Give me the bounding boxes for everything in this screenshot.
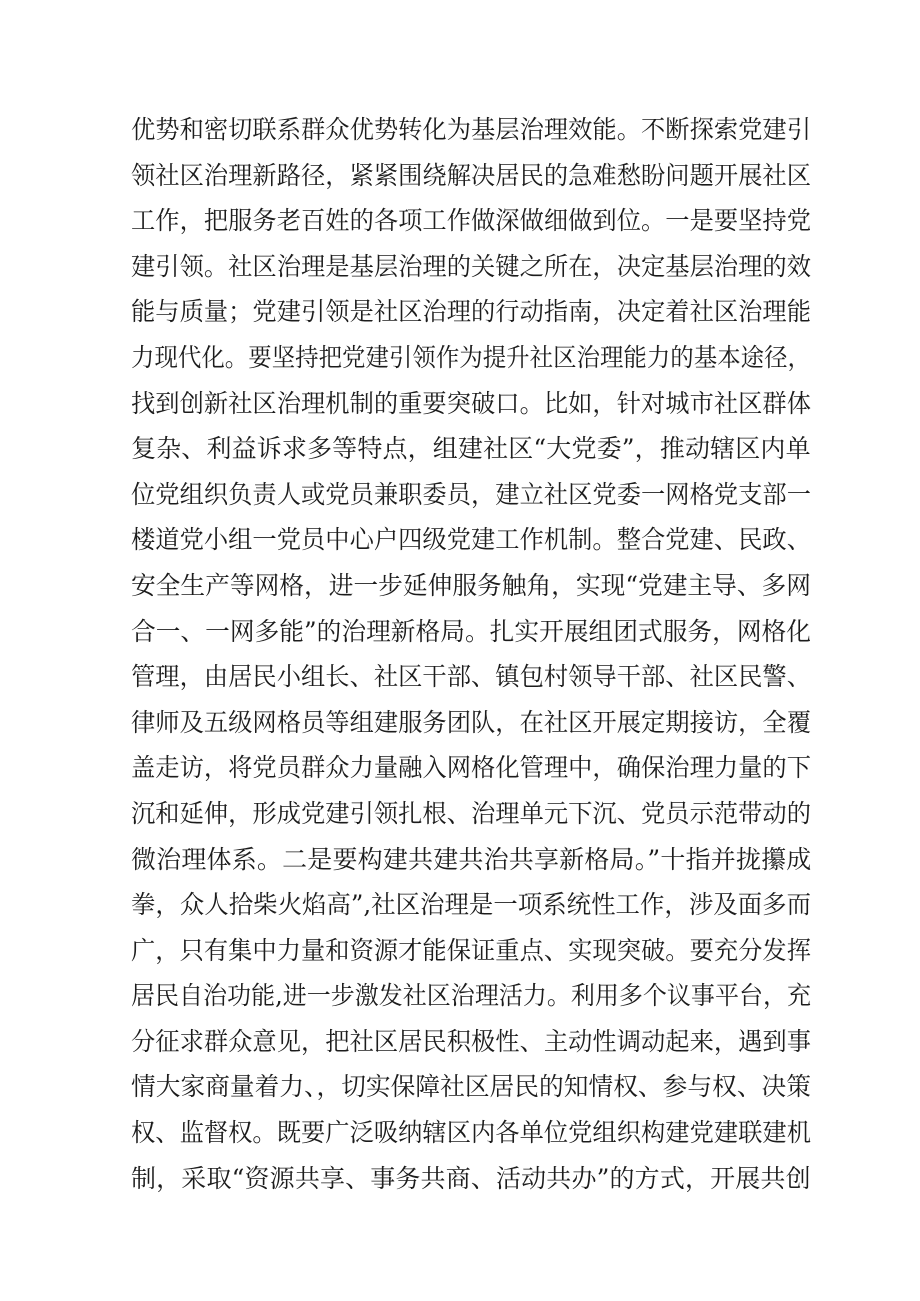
text-line: 找到创新社区治理机制的重要突破口。比如，针对城市社区群体 <box>131 388 812 418</box>
text-line: 优势和密切联系群众优势转化为基层治理效能。不断探索党建引 <box>131 115 812 144</box>
text-line: 位党组织负责人或党员兼职委员，建立社区党委一网格党支部一 <box>131 479 812 509</box>
text-line: 制，采取“资源共享、事务共商、活动共办”的方式，开展共创 <box>131 1163 811 1193</box>
text-line: 情大家商量着力、，切实保障社区居民的知情权、参与权、决策 <box>131 1072 811 1102</box>
text-line: 能与质量；党建引领是社区治理的行动指南，决定着社区治理能 <box>131 297 812 327</box>
text-line: 合一、一网多能”的治理新格局。扎实开展组团式服务，网格化 <box>131 616 811 646</box>
text-line: 复杂、利益诉求多等特点，组建社区“大党委”，推动辖区内单 <box>131 434 811 464</box>
text-line: 广，只有集中力量和资源才能保证重点、实现突破。要充分发挥 <box>131 935 812 965</box>
text-line: 微治理体系。二是要构建共建共治共享新格局。”十指并拢攥成 <box>131 844 812 874</box>
text-line: 拳，众人拾柴火焰高”,社区治理是一项系统性工作，涉及面多而 <box>131 890 811 920</box>
text-line: 安全生产等网格，进一步延伸服务触角，实现“党建主导、多网 <box>131 570 811 600</box>
text-line: 力现代化。要坚持把党建引领作为提升社区治理能力的基本途径， <box>131 342 812 372</box>
text-line: 权、监督权。既要广泛吸纳辖区内各单位党组织构建党建联建机 <box>131 1118 812 1148</box>
text-line: 盖走访，将党员群众力量融入网格化管理中，确保治理力量的下 <box>131 753 812 783</box>
text-line: 领社区治理新路径，紧紧围绕解决居民的急难愁盼问题开展社区 <box>131 160 812 190</box>
text-line: 律师及五级网格员等组建服务团队，在社区开展定期接访，全覆 <box>131 707 812 737</box>
text-line: 分征求群众意见，把社区居民积极性、主动性调动起来，遇到事 <box>131 1026 812 1056</box>
body-paragraph <box>131 107 811 1201</box>
text-line: 管理，由居民小组长、社区干部、镇包村领导干部、社区民警、 <box>131 662 812 692</box>
text-line: 工作，把服务老百姓的各项工作做深做细做到位。一是要坚持党 <box>131 206 812 236</box>
text-line: 建引领。社区治理是基层治理的关键之所在，决定基层治理的效 <box>131 251 812 281</box>
text-line: 居民自治功能,进一步激发社区治理活力。利用多个议事平台，充 <box>131 981 811 1011</box>
text-line: 沉和延伸，形成党建引领扎根、治理单元下沉、党员示范带动的 <box>131 798 812 828</box>
text-line: 楼道党小组一党员中心户四级党建工作机制。整合党建、民政、 <box>131 525 812 555</box>
